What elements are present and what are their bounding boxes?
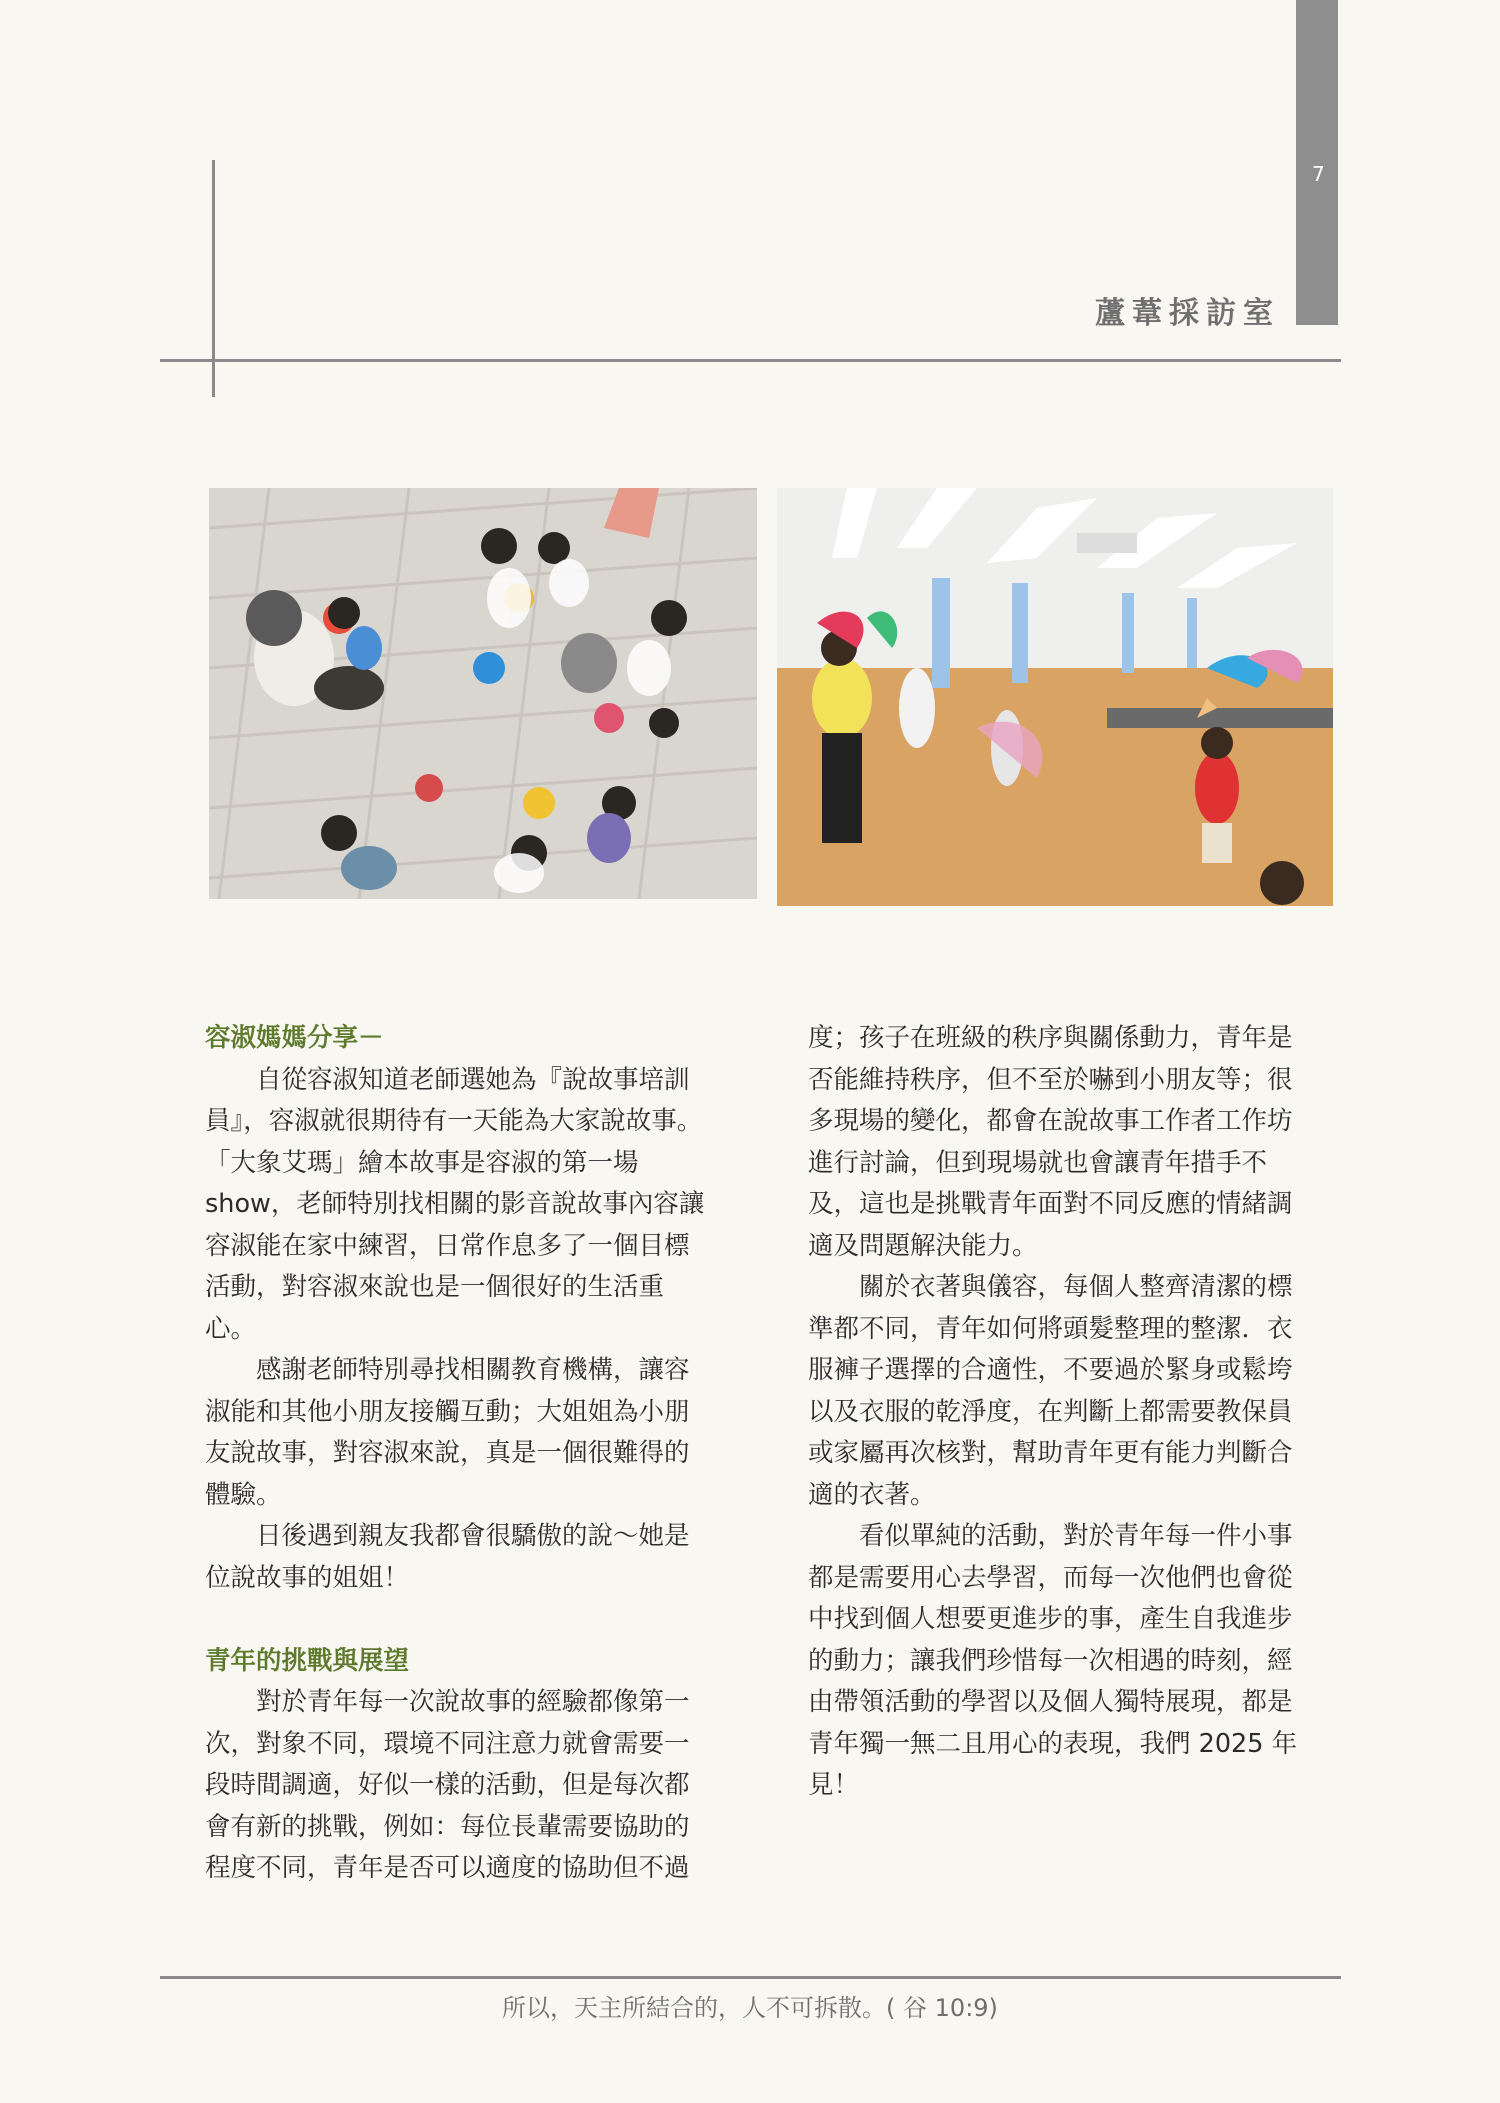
- paragraph: 對於青年每一次說故事的經驗都像第一次，對象不同，環境不同注意力就會需要一段時間調適，好似一樣的活動，但是每次都會有新的挑戰，例如：每位長輩需要協助的程度不同，青年是否可以適度的協助但不過: [205, 1687, 690, 1883]
- left-text-column: [205, 1018, 707, 1890]
- heading-youth-challenge: 青年的挑戰與展望: [205, 1645, 410, 1676]
- page-number: 7: [1312, 162, 1325, 186]
- footer-quote: 所以，天主所結合的，人不可拆散。( 谷 10:9): [502, 1994, 998, 2022]
- heading-mother-share: 容淑媽媽分享－: [205, 1023, 384, 1053]
- paragraph: 感謝老師特別尋找相關教育機構，讓容淑能和其他小朋友接觸互動；大姐姐為小朋友說故事，對容淑來說，真是一個很難得的體驗。: [205, 1355, 690, 1510]
- paragraph: 看似單純的活動，對於青年每一件小事都是需要用心去學習，而每一次他們也會從中找到個人想要更進步的事，產生自我進步的動力；讓我們珍惜每一次相遇的時刻，經由帶領活動的學習以及個人獨特展現，都是青年獨一無二且用心的表現，我們 2025 年見！: [808, 1521, 1298, 1800]
- paragraph: 日後遇到親友我都會很驕傲的說～她是位說故事的姐姐！: [205, 1521, 690, 1593]
- photo-scarf-activity: [777, 488, 1333, 906]
- header-rule: [160, 359, 1341, 362]
- footer-rule: [160, 1976, 1341, 1979]
- paragraph: 自從容淑知道老師選她為『說故事培訓員』，容淑就很期待有一天能為大家說故事。「大象艾瑪」繪本故事是容淑的第一場show，老師特別找相關的影音說故事內容讓容淑能在家中練習，日常作息多了一個目標活動，對容淑來說也是一個很好的生活重心。: [205, 1064, 705, 1344]
- paragraph: 度；孩子在班級的秩序與關係動力，青年是否能維持秩序，但不至於嚇到小朋友等；很多現場的變化，都會在說故事工作者工作坊進行討論，但到現場就也會讓青年措手不及，這也是挑戰青年面對不同反應的情緒調適及問題解決能力。: [808, 1023, 1293, 1261]
- section-title: 蘆葦採訪室: [1095, 296, 1280, 331]
- paragraph: 關於衣著與儀容，每個人整齊清潔的標準都不同，青年如何將頭髮整理的整潔．衣服褲子選擇的合適性，不要過於緊身或鬆垮以及衣服的乾淨度，在判斷上都需要教保員或家屬再次核對，幫助青年更有能力判斷合適的衣著。: [808, 1272, 1293, 1510]
- photo-children-circle: [209, 488, 757, 899]
- right-text-column: [808, 1018, 1310, 1807]
